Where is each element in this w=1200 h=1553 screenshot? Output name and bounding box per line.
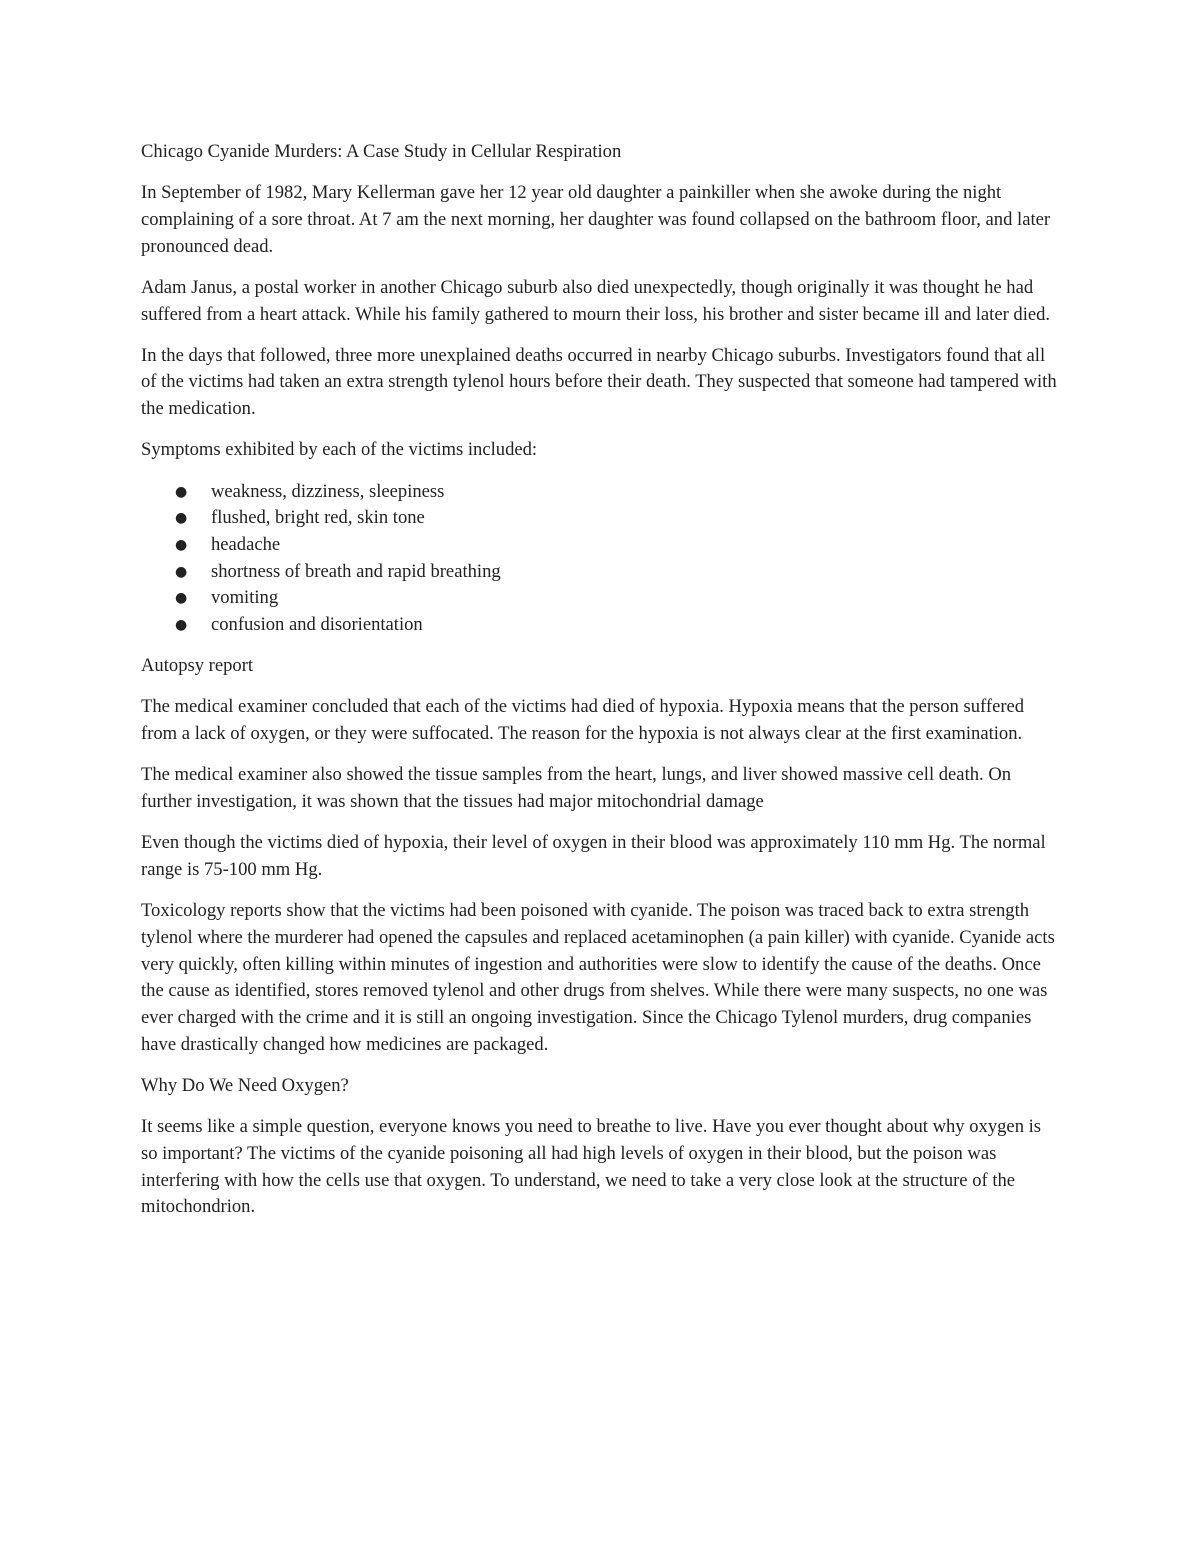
list-item xyxy=(141,612,1061,639)
symptom-text: confusion and disorientation xyxy=(211,614,423,636)
symptom-text: shortness of breath and rapid breathing xyxy=(211,560,501,582)
paragraph-hypoxia: The medical examiner concluded that each of the victims had died of hypoxia. Hypoxia means that the person suffered from a lack of oxygen, or they were suffocated. The reason for the hypoxia is not always clear at the first examination. xyxy=(141,696,1025,745)
list-item xyxy=(141,479,1061,506)
paragraph-why-oxygen: It seems like a simple question, everyone knows you need to breathe to live. Have you ever thought about why oxygen is so important? The victims of the cyanide poisoning all had high levels of oxygen in their blood, but the poison was interfering with how the cells use that oxygen. To understand, we need to take a very close look at the structure of the mitochondrion. xyxy=(141,1116,1042,1218)
symptom-text: vomiting xyxy=(211,587,279,609)
bullet-icon: ● xyxy=(175,483,188,500)
paragraph-symptoms-intro: Symptoms exhibited by each of the victims included: xyxy=(141,439,538,461)
bullet-icon: ● xyxy=(175,617,188,634)
bullet-icon: ● xyxy=(175,563,188,580)
paragraph-investigation: In the days that followed, three more unexplained deaths occurred in nearby Chicago suburbs. Investigators found that all of the victims had taken an extra strength tylenol hours before their death. They suspected that someone had tampered with the medication. xyxy=(141,344,1057,420)
bullet-icon: ● xyxy=(175,536,188,553)
symptom-text: weakness, dizziness, sleepiness xyxy=(211,480,445,502)
autopsy-heading: Autopsy report xyxy=(141,655,254,677)
symptom-text: flushed, bright red, skin tone xyxy=(211,507,425,529)
paragraph-janus: Adam Janus, a postal worker in another Chicago suburb also died unexpectedly, though originally it was thought he had suffered from a heart attack. While his family gathered to mourn their loss, his brother and sister became ill and later died. xyxy=(141,276,1051,325)
oxygen-heading: Why Do We Need Oxygen? xyxy=(141,1074,349,1096)
symptoms-list xyxy=(141,479,1061,639)
document-title: Chicago Cyanide Murders: A Case Study in Cellular Respiration xyxy=(141,141,622,162)
list-item xyxy=(141,532,1061,559)
paragraph-blood-oxygen: Even though the victims died of hypoxia, their level of oxygen in their blood was approximately 110 mm Hg. The normal range is 75-100 mm Hg. xyxy=(141,832,1046,880)
document-body xyxy=(141,139,1061,1235)
list-item xyxy=(141,585,1061,612)
paragraph-toxicology: Toxicology reports show that the victims had been poisoned with cyanide. The poison was traced back to extra strength tylenol where the murderer had opened the capsules and replaced acetaminophen (a pain killer) with cyanide. Cyanide acts very quickly, often killing within minutes of ingestion and authorities were slow to identify the cause of the deaths. Once the cause as identified, stores removed tylenol and other drugs from shelves. While there were many suspects, no one was ever charged with the crime and it is still an ongoing investigation. Since the Chicago Tylenol murders, drug companies have drastically changed how medicines are packaged. xyxy=(141,900,1055,1055)
bullet-icon: ● xyxy=(175,510,188,527)
paragraph-kellerman: In September of 1982, Mary Kellerman gave her 12 year old daughter a painkiller when she awoke during the night complaining of a sore throat. At 7 am the next morning, her daughter was found collapsed on the bathroom floor, and later pronounced dead. xyxy=(141,182,1051,257)
symptom-text: headache xyxy=(211,533,281,555)
list-item xyxy=(141,559,1061,586)
bullet-icon: ● xyxy=(175,590,188,607)
list-item xyxy=(141,505,1061,532)
paragraph-tissue-samples: The medical examiner also showed the tissue samples from the heart, lungs, and liver showed massive cell death. On further investigation, it was shown that the tissues had major mitochondrial damage xyxy=(141,764,1012,813)
